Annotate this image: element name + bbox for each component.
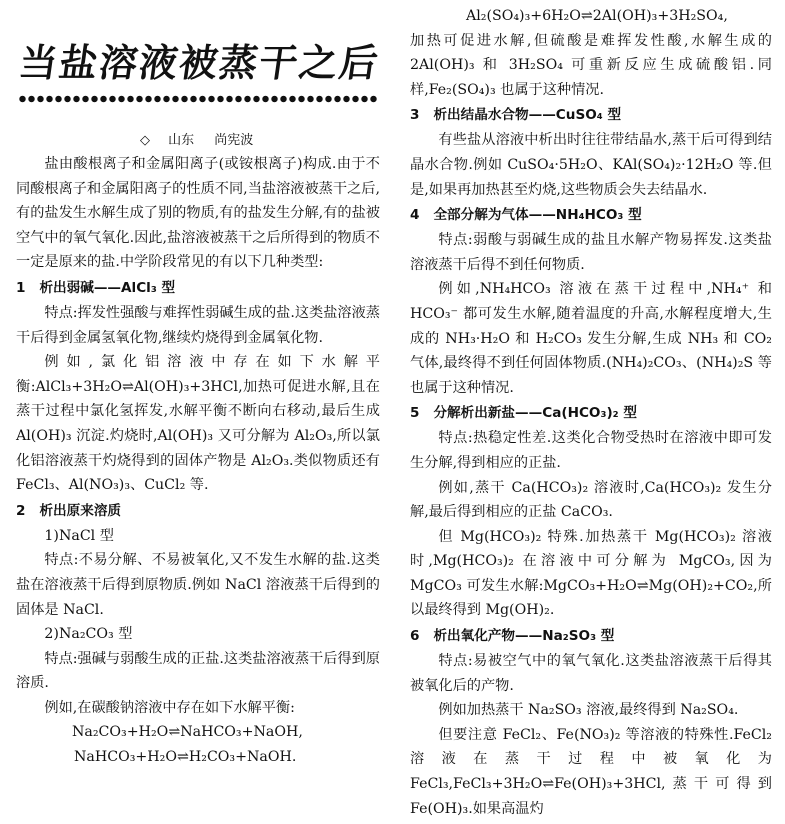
section-number: 3 <box>410 107 420 124</box>
continued-paragraph: 加热可促进水解,但硫酸是难挥发性酸,水解生成的 2Al(OH)₃ 和 3H₂SO₄ 可重新反应生成硫酸铝.同样,Fe₂(SO₄)₃ 也属于这种情况. <box>410 32 772 98</box>
title-dotted-divider <box>18 94 378 104</box>
author-region: 山东 <box>168 133 195 148</box>
section-5-paragraph-1: 特点:热稳定性差.这类化合物受热时在溶液中即可发生分解,得到相应的正盐. <box>410 430 772 471</box>
subsection-2-paragraph: 特点:强碱与弱酸生成的正盐.这类盐溶液蒸干后得到原溶质. <box>16 650 380 692</box>
section-heading-3 <box>410 102 772 128</box>
section-1-paragraph-1: 特点:挥发性强酸与难挥性弱碱生成的盐.这类盐溶液蒸干后得到金属氢氧化物,继续灼烧得到金属氧化物. <box>16 304 380 346</box>
subsection-2-paragraph-2: 例如,在碳酸钠溶液中存在如下水解平衡: <box>44 699 295 716</box>
section-4-paragraph-1: 特点:弱酸与弱碱生成的盐且水解产物易挥发.这类盐溶液蒸干后得不到任何物质. <box>410 232 772 273</box>
subsection-1-paragraph: 特点:不易分解、不易被氧化,又不发生水解的盐.这类盐在溶液蒸干后得到原物质.例如 NaCl 溶液蒸干后得到的固体是 NaCl. <box>16 552 380 618</box>
section-6-paragraph-3: 但要注意 FeCl₂、Fe(NO₃)₂ 等溶液的特殊性.FeCl₂ 溶液在蒸干过程中被氧化为 FeCl₃,FeCl₃+3H₂O⇌Fe(OH)₃+3HCl,蒸干可得到 Fe(OH)₃.如果高温灼 <box>410 726 772 817</box>
section-5-paragraph-3: 但 Mg(HCO₃)₂ 特殊.加热蒸干 Mg(HCO₃)₂ 溶液时,Mg(HCO₃)₂ 在溶液中可分解为 MgCO₃,因为 MgCO₃ 可发生水解:MgCO₃+H₂O⇌Mg(OH)₂+CO₂,所以最终得到 Mg(OH)₂. <box>410 528 772 619</box>
section-title: 析出结晶水合物——CuSO₄ 型 <box>433 107 622 124</box>
subsection-1-title: 1)NaCl 型 <box>44 527 114 544</box>
section-title: 析出氧化产物——Na₂SO₃ 型 <box>433 628 615 645</box>
subsection-2-title: 2)Na₂CO₃ 型 <box>44 626 133 643</box>
section-4-paragraph-2: 例如,NH₄HCO₃ 溶液在蒸干过程中,NH₄⁺ 和 HCO₃⁻ 都可发生水解,随着温度的升高,水解程度增大,生成的 NH₃·H₂O 和 H₂CO₃ 发生分解,生成 NH₃ 和 CO₂ 气体,最终得不到任何固体物质.(NH₄)₂CO₃、(NH₄)₂S 等也属于这种情况. <box>410 281 772 396</box>
article-title: 当盐溶液被蒸干之后 <box>16 41 383 85</box>
diamond-icon: ◇ <box>140 133 150 148</box>
author-line <box>140 129 253 148</box>
section-heading-5 <box>410 400 772 426</box>
equation-1: Na₂CO₃+H₂O⇌NaHCO₃+NaOH, <box>72 724 303 741</box>
section-title: 全部分解为气体——NH₄HCO₃ 型 <box>433 207 642 224</box>
section-heading-1 <box>16 275 380 301</box>
section-5-paragraph-2: 例如,蒸干 Ca(HCO₃)₂ 溶液时,Ca(HCO₃)₂ 发生分解,最后得到相应的正盐 CaCO₃. <box>410 479 772 521</box>
section-number: 4 <box>410 207 420 224</box>
section-heading-6 <box>410 623 772 649</box>
intro-paragraph: 盐由酸根离子和金属阳离子(或铵根离子)构成.由于不同酸根离子和金属阳离子的性质不同,当盐溶液被蒸干之后,有的盐发生水解生成了别的物质,有的盐发生分解,有的盐被空气中的氧气氧化.因此,盐溶液被蒸干之后所得到的物质不一定是原来的盐.中学阶段常见的有以下几种类型: <box>16 156 380 271</box>
section-3-paragraph: 有些盐从溶液中析出时往往带结晶水,蒸干后可得到结晶水合物.例如 CuSO₄·5H₂O、KAl(SO₄)₂·12H₂O 等.但是,如果再加热甚至灼烧,这些物质会失去结晶水. <box>410 132 772 198</box>
section-1-paragraph-2: 例如,氯化铝溶液中存在如下水解平衡:AlCl₃+3H₂O⇌Al(OH)₃+3HCl,加热可促进水解,且在蒸干过程中氯化氢挥发,水解平衡不断向右移动,最后生成 Al(OH)₃ 沉淀.灼烧时,Al(OH)₃ 又可分解为 Al₂O₃,所以氯化铝溶液蒸干灼烧得到的固体产物是 Al₂O₃.类似物质还有 FeCl₃、Al(NO₃)₃、CuCl₂ 等. <box>16 354 380 494</box>
section-title: 析出弱碱——AlCl₃ 型 <box>39 279 176 296</box>
section-number: 1 <box>16 279 26 296</box>
author-name: 尚宪波 <box>214 133 254 148</box>
equation-3: Al₂(SO₄)₃+6H₂O⇌2Al(OH)₃+3H₂SO₄, <box>466 8 728 24</box>
section-6-paragraph-2: 例如加热蒸干 Na₂SO₃ 溶液,最终得到 Na₂SO₄. <box>438 702 739 719</box>
section-number: 6 <box>410 628 420 645</box>
section-6-paragraph-1: 特点:易被空气中的氧气氧化.这类盐溶液蒸干后得其被氧化后的产物. <box>410 653 772 694</box>
section-heading-2 <box>16 498 380 524</box>
equation-2: NaHCO₃+H₂O⇌H₂CO₃+NaOH. <box>74 749 297 766</box>
section-number: 2 <box>16 502 26 519</box>
section-heading-4 <box>410 202 772 228</box>
section-title: 分解析出新盐——Ca(HCO₃)₂ 型 <box>433 405 637 422</box>
section-number: 5 <box>410 405 420 422</box>
section-title: 析出原来溶质 <box>39 502 122 519</box>
